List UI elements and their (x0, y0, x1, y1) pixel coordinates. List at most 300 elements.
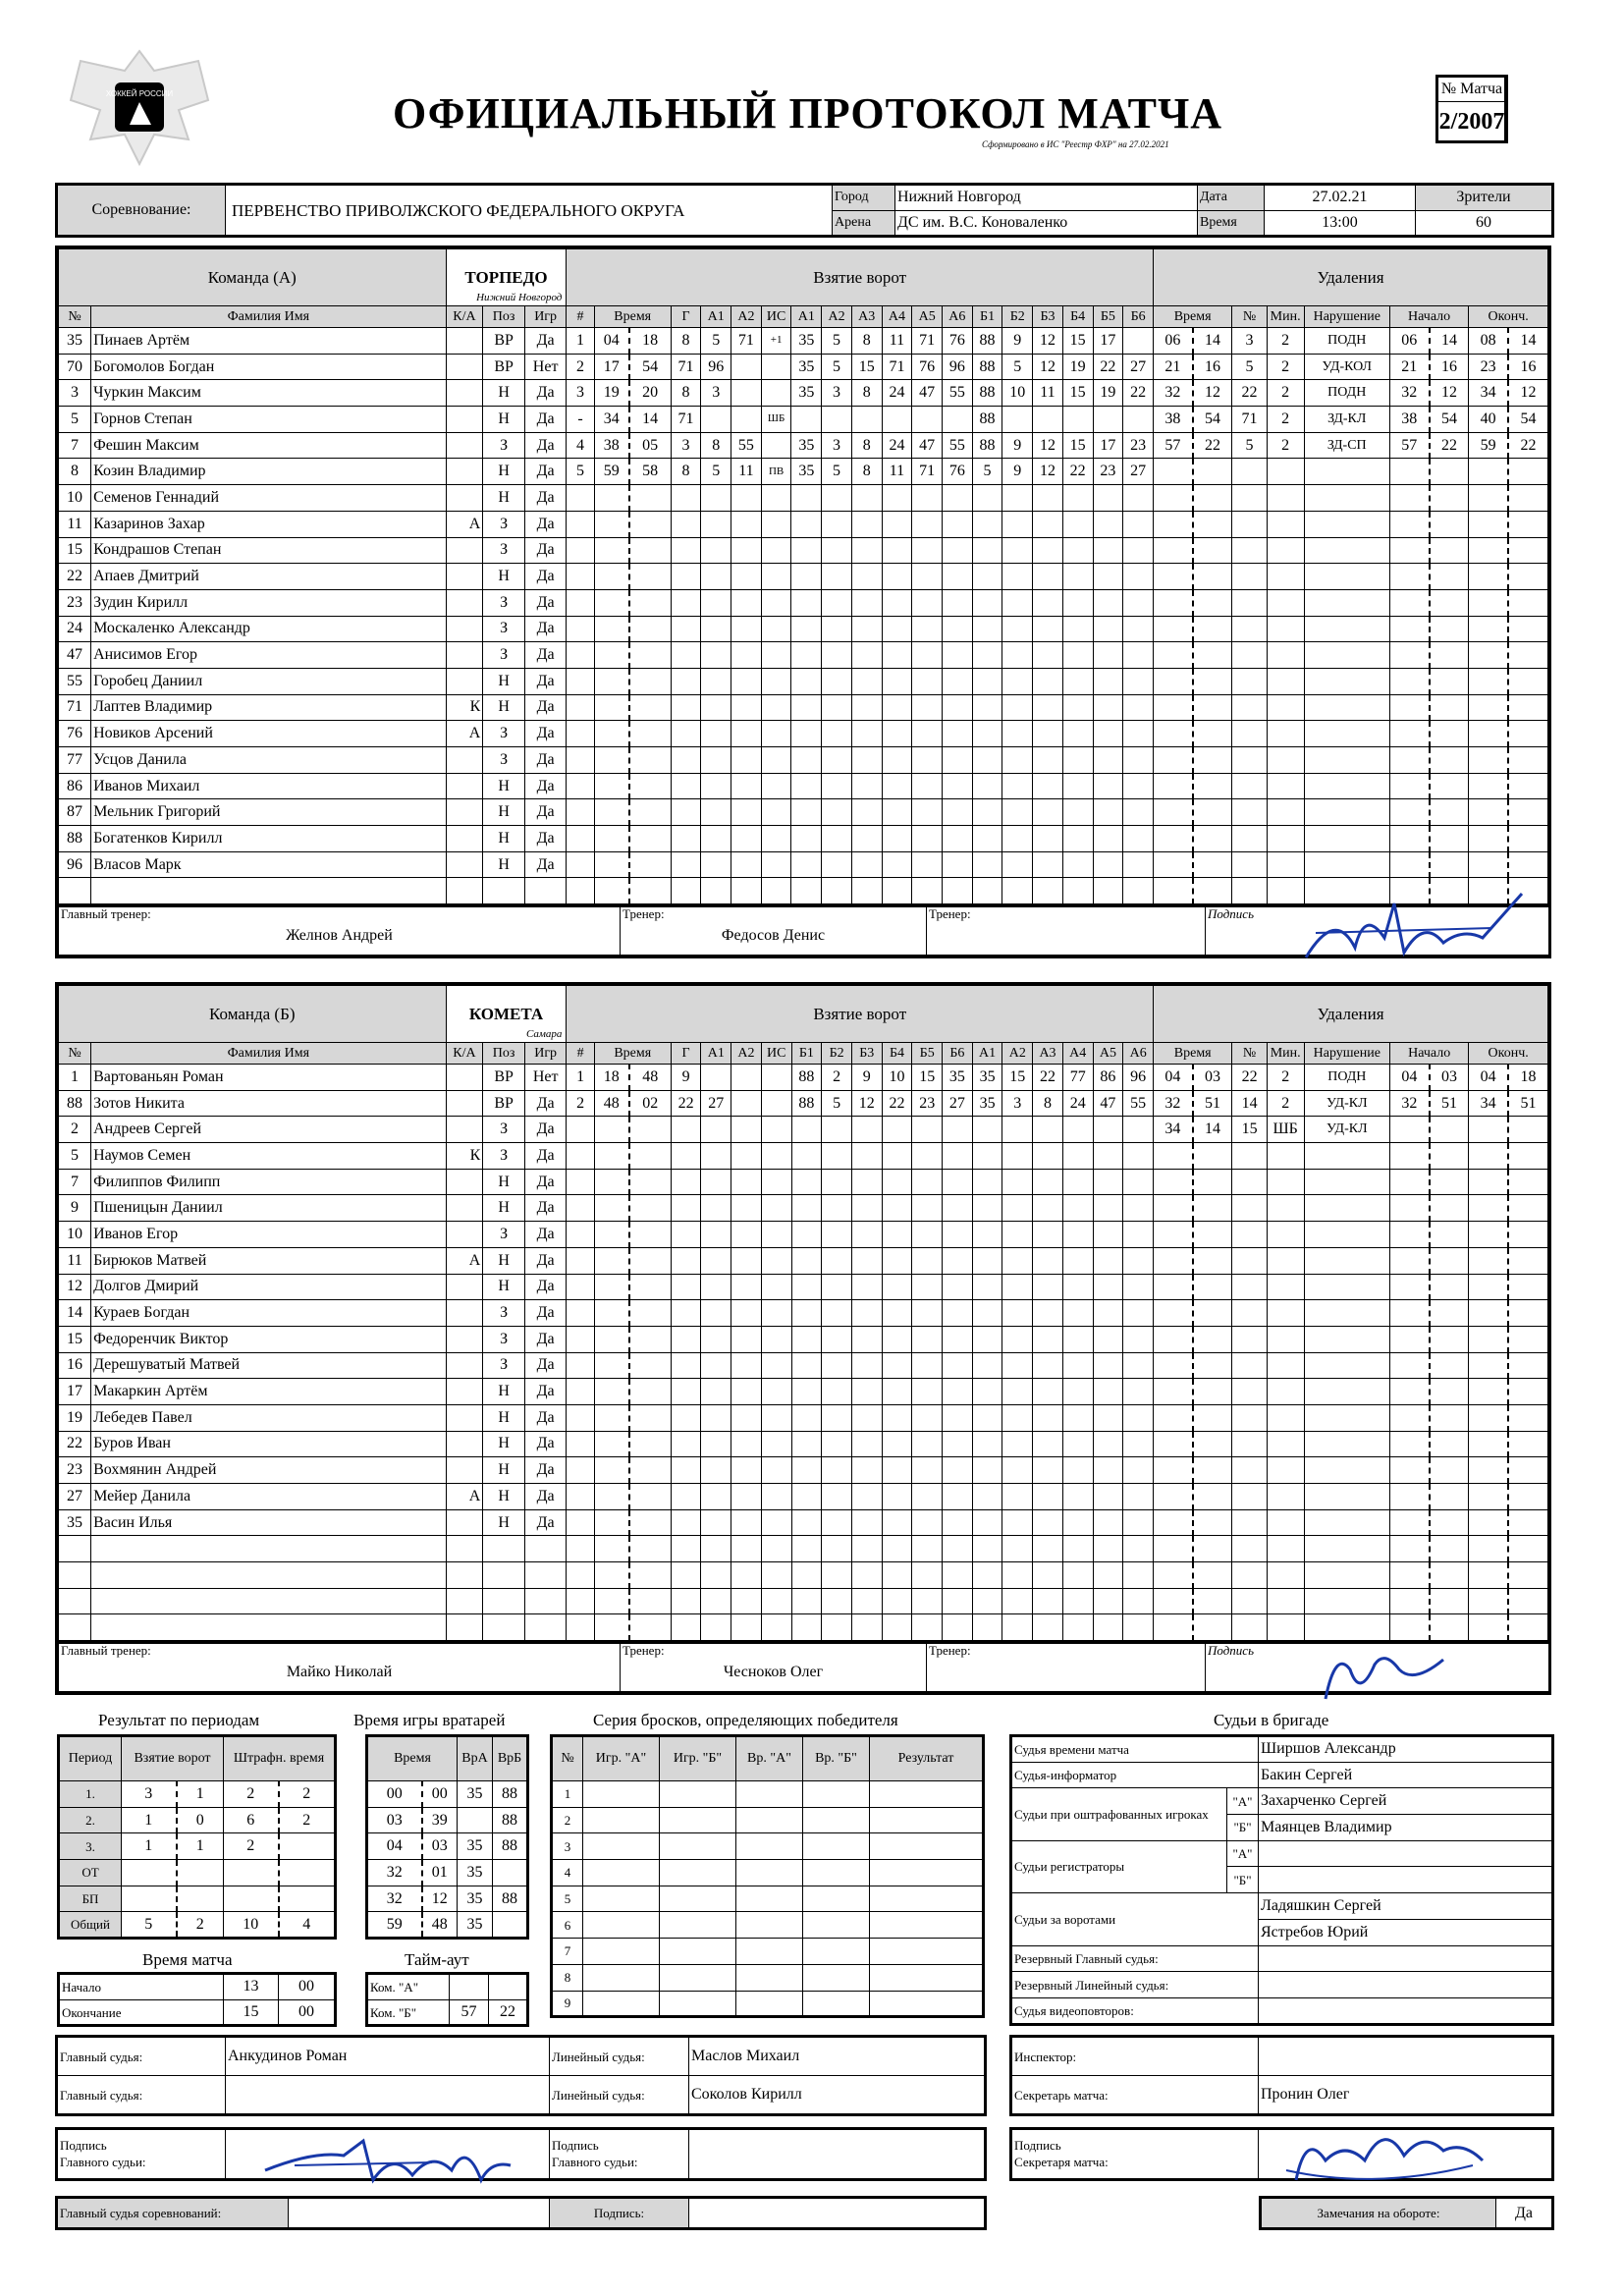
period-cell (279, 1860, 336, 1886)
teamB-penalties-title: Удаления (1154, 986, 1548, 1043)
penalty-cell (1304, 537, 1389, 564)
goal-cell (671, 1352, 701, 1379)
main-ref-label: Главный судья: (57, 2037, 226, 2076)
goal-cell (761, 773, 791, 799)
table-row (59, 564, 1548, 590)
goal-cell (791, 1143, 822, 1170)
goal-cell: 2 (567, 354, 594, 380)
penalty-cell (1304, 1143, 1389, 1170)
goal-cell (1002, 668, 1033, 694)
goal-cell (671, 668, 701, 694)
goal-cell (594, 1588, 628, 1614)
player-name: Васин Илья (91, 1509, 446, 1536)
goal-cell (1123, 1404, 1154, 1431)
penalty-cell (1304, 1588, 1389, 1614)
penalty-cell (1304, 668, 1389, 694)
penalty-cell (1390, 1195, 1430, 1222)
penalty-cell (1508, 799, 1548, 826)
penalty-cell (1304, 747, 1389, 774)
goal-cell (1093, 642, 1123, 669)
goal-cell (1033, 694, 1063, 721)
match-end-m: 00 (279, 1999, 336, 2026)
player-name: Мельник Григорий (91, 799, 446, 826)
goal-cell (761, 432, 791, 459)
goal-cell (882, 851, 912, 878)
player-name (91, 1562, 446, 1589)
player-number: 88 (59, 826, 91, 852)
penalty-cell (1390, 1352, 1430, 1379)
goal-cell (822, 1326, 852, 1352)
goal-cell (1033, 1484, 1063, 1510)
teamB-name: КОМЕТА (468, 1005, 544, 1023)
player-position: Н (483, 564, 525, 590)
penalty-cell (1389, 747, 1429, 774)
penalty-cell (1508, 1117, 1548, 1143)
goal-cell (761, 1404, 791, 1431)
shootout-cell (736, 1781, 803, 1808)
penalty-cell (1469, 1484, 1508, 1510)
penalty-cell (1267, 773, 1304, 799)
goal-cell (1033, 799, 1063, 826)
teamA-hdr-5: # (567, 306, 594, 328)
goal-cell (912, 485, 943, 512)
teamA-plus-5: А6 (943, 306, 973, 328)
player-number: 22 (59, 564, 91, 590)
penalty-cell (1193, 1379, 1232, 1405)
goal-cell (1033, 668, 1063, 694)
goal-cell (912, 1431, 943, 1457)
goal-cell (1093, 1484, 1123, 1510)
penalty-cell: ШБ (1267, 1117, 1304, 1143)
goal-cell (701, 1614, 731, 1641)
goal-cell (567, 1536, 594, 1562)
goal-cell (1123, 1484, 1154, 1510)
penalty-cell (1304, 511, 1389, 537)
penalty-cell (1508, 1431, 1548, 1457)
shootout-cell (660, 1964, 736, 1991)
shootout-cell (660, 1807, 736, 1833)
goalie-time-header: Время (367, 1736, 458, 1781)
goal-cell (943, 1222, 973, 1248)
goal-cell (912, 851, 943, 878)
penalty-cell (1154, 851, 1193, 878)
goal-cell (1062, 485, 1093, 512)
player-position: ВР (483, 328, 525, 355)
player-played: Нет (524, 1065, 567, 1091)
teamA-goals-title: Взятие ворот (567, 249, 1154, 306)
goal-cell (1123, 826, 1154, 852)
goal-cell: 12 (1033, 328, 1063, 355)
player-number: 5 (59, 407, 91, 433)
penalty-cell (1390, 1484, 1430, 1510)
player-position: З (483, 1222, 525, 1248)
table-row (367, 1807, 528, 1833)
table-row (59, 1404, 1548, 1431)
goal-cell (972, 747, 1002, 774)
period-cell (279, 1833, 336, 1860)
player-name: Горнов Степан (91, 407, 446, 433)
goal-cell (1062, 1117, 1093, 1143)
penalty-cell (1267, 564, 1304, 590)
player-position: З (483, 642, 525, 669)
goal-cell (629, 1300, 672, 1327)
goal-cell: 88 (972, 380, 1002, 407)
goal-cell (972, 773, 1002, 799)
goal-cell (791, 1562, 822, 1589)
eagle-emblem-icon (61, 41, 218, 169)
goal-cell: 19 (594, 380, 628, 407)
goal-cell (1002, 1404, 1033, 1431)
teamA-hdr-3: Поз (483, 306, 525, 328)
goal-cell (629, 851, 672, 878)
penalty-cell (1389, 511, 1429, 537)
penalty-cell (1304, 642, 1389, 669)
table-row (552, 1833, 984, 1860)
goal-cell (594, 642, 628, 669)
goal-cell (629, 616, 672, 642)
goal-cell (701, 1274, 731, 1300)
goal-cell (761, 589, 791, 616)
goal-cell (912, 878, 943, 904)
table-row (59, 1886, 336, 1912)
goalie-cell: 35 (458, 1886, 493, 1912)
goal-cell (701, 1379, 731, 1405)
goal-cell (1062, 826, 1093, 852)
main-ref-signature (255, 2121, 520, 2200)
penalty-cell (1390, 1509, 1430, 1536)
goal-cell (629, 721, 672, 747)
goal-cell (972, 1326, 1002, 1352)
goal-cell (912, 1562, 943, 1589)
goal-cell (851, 1300, 882, 1327)
shootout-cell (660, 1833, 736, 1860)
teamA-minus-3: Б4 (1062, 306, 1093, 328)
goal-cell (1033, 1117, 1063, 1143)
table-row (367, 1781, 528, 1808)
goal-cell (731, 1222, 762, 1248)
goal-cell (671, 1143, 701, 1170)
player-name: Пшеницын Даниил (91, 1195, 446, 1222)
player-role (446, 407, 483, 433)
goal-cell (943, 747, 973, 774)
goal-cell (567, 511, 594, 537)
player-role (446, 668, 483, 694)
penalty-cell (1193, 1274, 1232, 1300)
goal-cell (1002, 1431, 1033, 1457)
teamA-phdr-3: Нарушение (1304, 306, 1389, 328)
goal-cell (594, 564, 628, 590)
goal-cell (701, 747, 731, 774)
goal-cell: 15 (1002, 1065, 1033, 1091)
teamA-minus-1: Б2 (1002, 306, 1033, 328)
goal-cell (822, 1300, 852, 1327)
penalty-cell (1193, 1222, 1232, 1248)
penalty-cell (1430, 616, 1469, 642)
goal-cell (791, 1326, 822, 1352)
teamB-minus-4: А5 (1093, 1043, 1123, 1065)
goal-cell (1002, 851, 1033, 878)
goal-cell (701, 642, 731, 669)
goal-cell (629, 1379, 672, 1405)
goal-cell (629, 799, 672, 826)
goal-cell (701, 1484, 731, 1510)
penalty-cell (1390, 1431, 1430, 1457)
goal-cell (761, 878, 791, 904)
table-row (59, 851, 1548, 878)
goal-cell (943, 1143, 973, 1170)
penalty-cell: 54 (1193, 407, 1232, 433)
player-name: Лебедев Павел (91, 1404, 446, 1431)
goal-cell: 9 (1002, 459, 1033, 485)
goal-cell (882, 1117, 912, 1143)
main-ref-2-signature-field[interactable] (689, 2129, 986, 2180)
penalty-cell (1154, 1509, 1193, 1536)
goal-cell: 9 (851, 1065, 882, 1091)
goal-cell (567, 878, 594, 904)
player-position: Н (483, 1195, 525, 1222)
player-number: 23 (59, 589, 91, 616)
penalty-cell (1267, 851, 1304, 878)
penalty-cell (1430, 1300, 1469, 1327)
penalty-cell (1193, 1300, 1232, 1327)
goalie-cell: 12 (422, 1886, 458, 1912)
goal-cell (761, 1379, 791, 1405)
goal-cell (1062, 694, 1093, 721)
goal-cell (1002, 1457, 1033, 1484)
player-number: 27 (59, 1484, 91, 1510)
goal-cell (851, 826, 882, 852)
player-position: Н (483, 694, 525, 721)
penalty-cell (1232, 1247, 1267, 1274)
penalty-cell (1508, 721, 1548, 747)
goal-cell (761, 1143, 791, 1170)
goal-cell (701, 1247, 731, 1274)
goal-cell: 04 (594, 328, 628, 355)
penalty-cell (1232, 1536, 1267, 1562)
shootout-cell (736, 1860, 803, 1886)
goal-cell: 47 (912, 432, 943, 459)
goal-cell (567, 1143, 594, 1170)
goal-cell: 8 (701, 432, 731, 459)
goal-cell (567, 642, 594, 669)
goal-cell (1093, 878, 1123, 904)
goal-cell (731, 799, 762, 826)
goal-cell (701, 1536, 731, 1562)
goal-cell: 19 (1093, 380, 1123, 407)
player-name: Кураев Богдан (91, 1300, 446, 1327)
goal-cell (791, 747, 822, 774)
match-start-label: Начало (59, 1974, 224, 2000)
penalty-cell: 51 (1508, 1090, 1548, 1117)
goal-cell (629, 1117, 672, 1143)
goal-cell (791, 1431, 822, 1457)
penalty-cell (1469, 564, 1508, 590)
penalty-cell (1469, 1222, 1508, 1248)
goal-cell (594, 1195, 628, 1222)
teamA-plus-0: А1 (791, 306, 822, 328)
goal-cell (943, 1536, 973, 1562)
goal-cell (671, 1222, 701, 1248)
goal-cell (1123, 851, 1154, 878)
player-name: Зотов Никита (91, 1090, 446, 1117)
player-role (446, 564, 483, 590)
goal-cell (761, 642, 791, 669)
goalie-cell: 03 (422, 1833, 458, 1860)
goal-cell (791, 1300, 822, 1327)
goal-cell (1033, 851, 1063, 878)
goal-cell (1093, 407, 1123, 433)
goal-cell (1062, 1562, 1093, 1589)
shootout-cell (583, 1781, 660, 1808)
goal-cell (851, 642, 882, 669)
registrar-a (1259, 1840, 1553, 1867)
table-row (59, 589, 1548, 616)
timeout-title: Тайм-аут (405, 1950, 469, 1969)
goal-cell (851, 485, 882, 512)
table-row (59, 773, 1548, 799)
goal-cell: 1 (567, 1065, 594, 1091)
goal-cell (1002, 878, 1033, 904)
period-cell: 2 (224, 1781, 279, 1808)
goal-cell (629, 1195, 672, 1222)
time-judge: Ширшов Александр (1259, 1736, 1553, 1763)
goal-cell (791, 1222, 822, 1248)
goal-cell (761, 747, 791, 774)
goal-cell (761, 1457, 791, 1484)
goal-cell (567, 1300, 594, 1327)
goal-cell (1062, 616, 1093, 642)
penalty-cell (1232, 1143, 1267, 1170)
so-h3: Вр. "А" (736, 1736, 803, 1781)
shootout-no: 6 (552, 1912, 583, 1939)
table-row (59, 1274, 1548, 1300)
goal-cell (731, 1143, 762, 1170)
penalty-cell (1469, 642, 1508, 669)
player-role (446, 1588, 483, 1614)
penalty-cell: 32 (1154, 1090, 1193, 1117)
goal-cell (791, 564, 822, 590)
table-row (367, 1833, 528, 1860)
penalty-cell (1267, 1143, 1304, 1170)
goal-cell (972, 1247, 1002, 1274)
penalty-cell (1508, 642, 1548, 669)
table-row (59, 1807, 336, 1833)
fhr-logo (61, 41, 218, 169)
penalty-cell (1469, 1509, 1508, 1536)
goal-cell (594, 511, 628, 537)
player-name: Иванов Михаил (91, 773, 446, 799)
player-number: 5 (59, 1143, 91, 1170)
penalty-cell (1430, 1404, 1469, 1431)
goal-cell (671, 851, 701, 878)
penalty-cell (1390, 1457, 1430, 1484)
goal-cell (594, 1457, 628, 1484)
goal-cell: 55 (943, 432, 973, 459)
penalty-cell (1469, 1588, 1508, 1614)
table-row (59, 747, 1548, 774)
penalty-cell (1232, 537, 1267, 564)
goal-cell (731, 826, 762, 852)
goal-cell (912, 1300, 943, 1327)
penalty-cell (1232, 773, 1267, 799)
penalty-cell (1430, 642, 1469, 669)
player-position (483, 878, 525, 904)
goal-cell: 47 (1093, 1090, 1123, 1117)
goal-cell (822, 537, 852, 564)
penalty-cell (1154, 564, 1193, 590)
period-cell: 1. (59, 1781, 122, 1808)
player-position: З (483, 616, 525, 642)
goal-cell (1002, 1562, 1033, 1589)
period-cell: БП (59, 1886, 122, 1912)
goalies-table (365, 1734, 529, 1940)
goal-cell (972, 1588, 1002, 1614)
penalty-cell (1430, 1222, 1469, 1248)
teamB-plus-0: Б1 (791, 1043, 822, 1065)
shootout-cell (660, 1781, 736, 1808)
goal-cell (972, 1352, 1002, 1379)
goal-cell (731, 1300, 762, 1327)
goal-cell (822, 668, 852, 694)
table-row (59, 1379, 1548, 1405)
table-row (59, 1588, 1548, 1614)
teamA-name-cell (446, 249, 567, 306)
penalty-cell (1232, 1195, 1267, 1222)
referees-table (55, 2035, 987, 2116)
timeout-a-label: Ком. "А" (367, 1974, 450, 2000)
penalty-cell (1304, 1404, 1389, 1431)
goal-cell (912, 1247, 943, 1274)
penalty-cell (1390, 1404, 1430, 1431)
penalty-cell (1193, 694, 1232, 721)
shootout-title: Серия бросков, определяющих победителя (593, 1711, 898, 1729)
goal-cell (1002, 1509, 1033, 1536)
match-number-label: № Матча (1437, 77, 1506, 102)
penalty-cell: 23 (1469, 354, 1508, 380)
penalty-cell (1469, 694, 1508, 721)
goal-cell (731, 1065, 762, 1091)
penalty-cell: 22 (1193, 432, 1232, 459)
goal-cell (1123, 1300, 1154, 1327)
player-position (483, 1614, 525, 1641)
penalty-cell: 08 (1469, 328, 1508, 355)
goal-cell: 76 (943, 328, 973, 355)
goal-cell: 27 (1123, 354, 1154, 380)
goal-cell: 02 (629, 1090, 672, 1117)
penalty-cell (1508, 826, 1548, 852)
goal-cell: 24 (882, 380, 912, 407)
goal-cell (629, 1247, 672, 1274)
goal-cell (701, 668, 731, 694)
goal-cell (731, 564, 762, 590)
sign-main-label-3: Подпись (552, 2137, 599, 2153)
goal-cell (731, 1457, 762, 1484)
goal-cell: 48 (629, 1065, 672, 1091)
goal-cell (1093, 694, 1123, 721)
goal-cell (851, 878, 882, 904)
goal-cell: 2 (567, 1090, 594, 1117)
goal-cell (731, 1352, 762, 1379)
goal-cell (882, 1588, 912, 1614)
goal-cell: 22 (671, 1090, 701, 1117)
goal-cell (851, 1352, 882, 1379)
line-ref-label-2: Линейный судья: (550, 2076, 689, 2115)
shootout-cell (870, 1991, 984, 2017)
goal-cell (912, 1404, 943, 1431)
goal-cell (1093, 1143, 1123, 1170)
goal-cell (701, 1509, 731, 1536)
goal-cell: 76 (943, 459, 973, 485)
